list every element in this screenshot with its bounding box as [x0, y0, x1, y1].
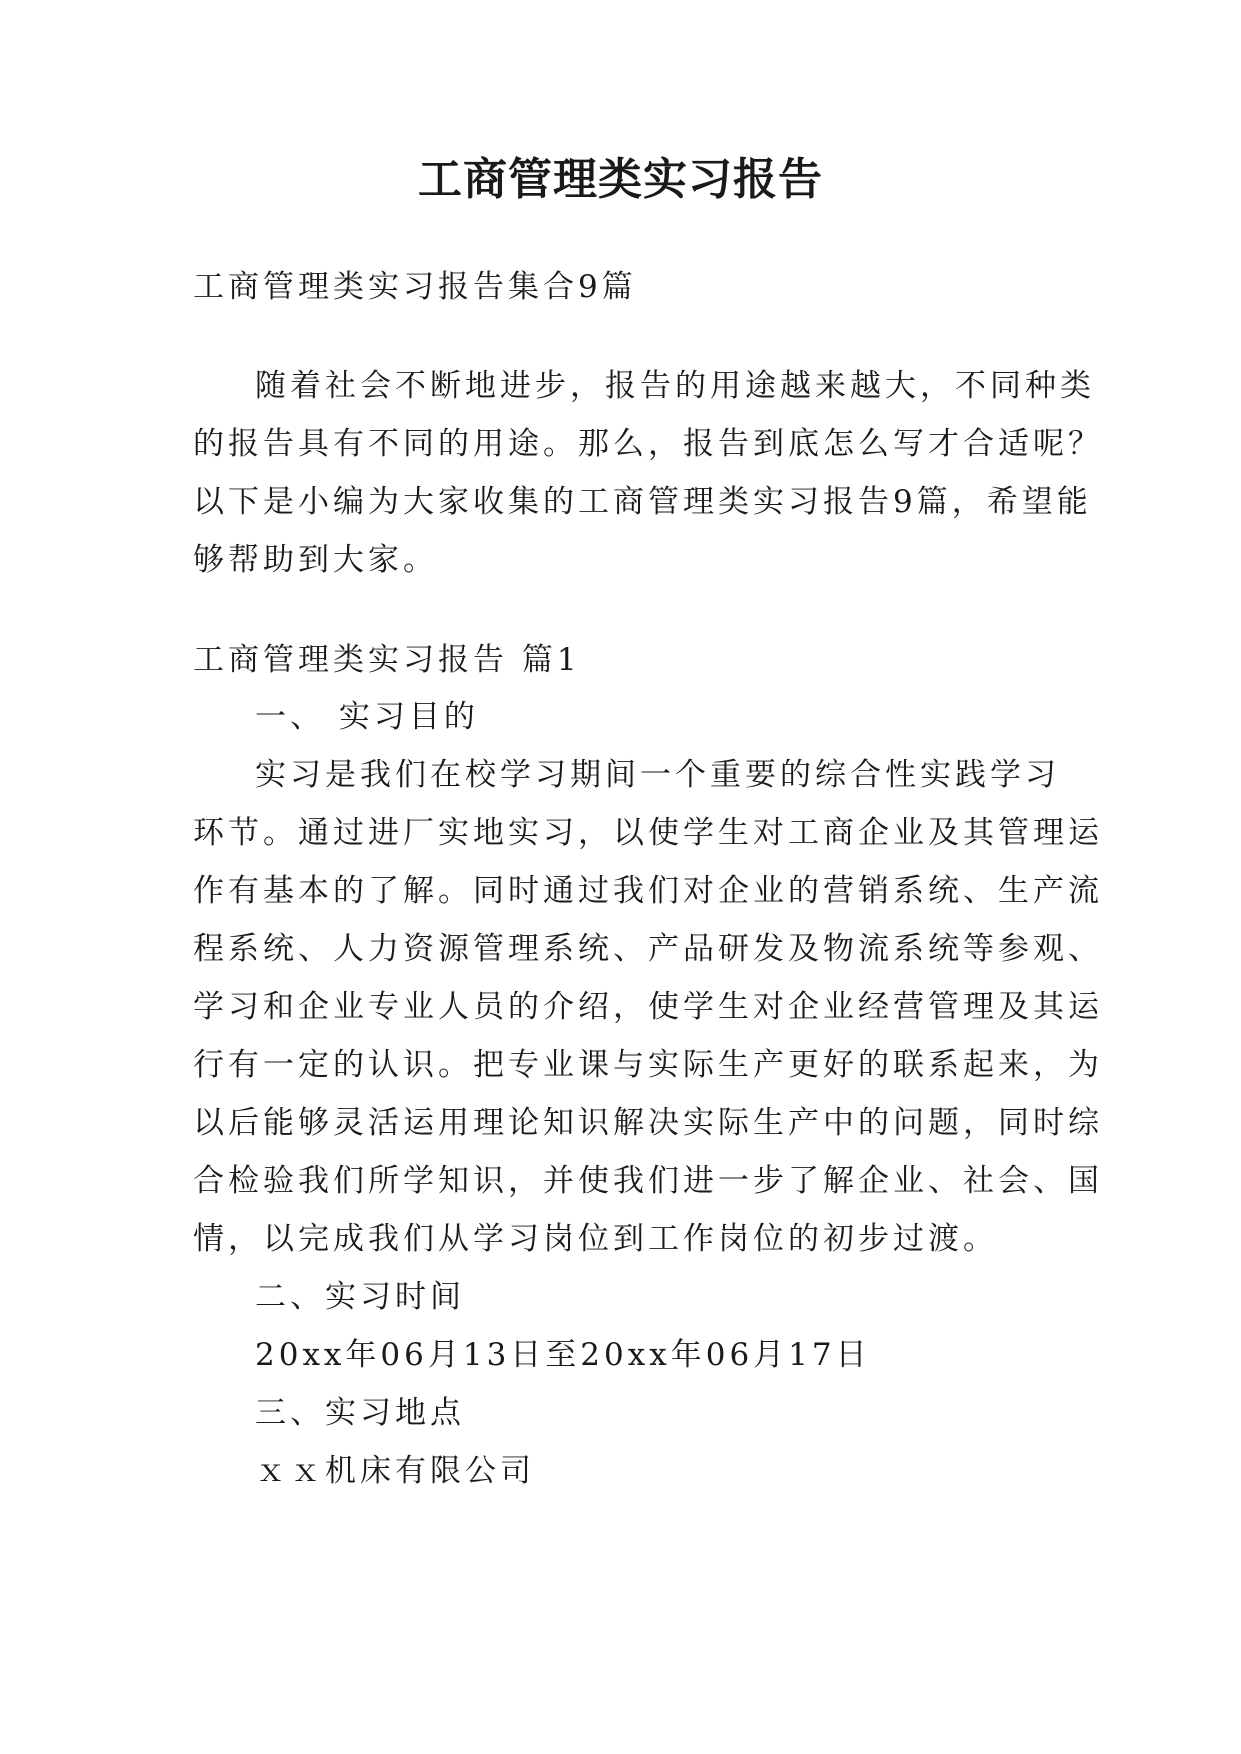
- item1-body-line-3: 作有基本的了解。同时通过我们对企业的营销系统、生产流: [193, 873, 1103, 909]
- item2-heading: 二、实习时间: [255, 1279, 465, 1315]
- item1-heading: 一、 实习目的: [255, 699, 479, 735]
- item1-body-line-2: 环节。通过进厂实地实习，以使学生对工商企业及其管理运: [193, 815, 1103, 851]
- item1-body-line-1: 实习是我们在校学习期间一个重要的综合性实践学习: [255, 757, 1060, 793]
- intro-line-3: 以下是小编为大家收集的工商管理类实习报告9篇，希望能: [193, 484, 1092, 520]
- item1-body-line-7: 以后能够灵活运用理论知识解决实际生产中的问题，同时综: [193, 1105, 1103, 1141]
- document-subtitle: 工商管理类实习报告集合9篇: [193, 269, 637, 305]
- intro-line-2: 的报告具有不同的用途。那么，报告到底怎么写才合适呢？: [193, 426, 1103, 462]
- item1-body-line-4: 程系统、人力资源管理系统、产品研发及物流系统等参观、: [193, 931, 1103, 967]
- item3-heading: 三、实习地点: [255, 1395, 465, 1431]
- item3-value: ｘｘ机床有限公司: [255, 1453, 535, 1489]
- item1-body-line-9: 情，以完成我们从学习岗位到工作岗位的初步过渡。: [193, 1221, 998, 1257]
- intro-line-4: 够帮助到大家。: [193, 542, 438, 578]
- intro-line-1: 随着社会不断地进步，报告的用途越来越大，不同种类: [255, 368, 1095, 404]
- section-heading: 工商管理类实习报告 篇1: [193, 642, 581, 678]
- item2-value: 20xx年06月13日至20xx年06月17日: [255, 1337, 871, 1373]
- item1-body-line-8: 合检验我们所学知识，并使我们进一步了解企业、社会、国: [193, 1163, 1103, 1199]
- item1-body-line-5: 学习和企业专业人员的介绍，使学生对企业经营管理及其运: [193, 989, 1103, 1025]
- item1-body-line-6: 行有一定的认识。把专业课与实际生产更好的联系起来，为: [193, 1047, 1103, 1083]
- document-title: 工商管理类实习报告: [418, 154, 823, 205]
